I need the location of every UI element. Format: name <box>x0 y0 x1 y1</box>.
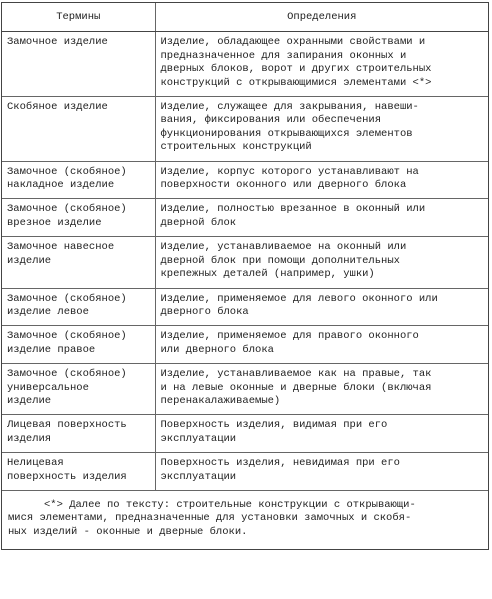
table-row <box>2 97 488 162</box>
term-cell: Замочное (скобяное) изделие правое <box>2 326 155 364</box>
footnote-row <box>2 490 488 549</box>
table-row <box>2 453 488 491</box>
term-cell: Замочное (скобяное) изделие левое <box>2 288 155 326</box>
term-cell: Скобяное изделие <box>2 97 155 162</box>
table-row <box>2 288 488 326</box>
table-row <box>2 32 488 97</box>
table-row <box>2 199 488 237</box>
footnote-cell <box>2 490 488 549</box>
table-row <box>2 237 488 288</box>
definition-cell: Поверхность изделия, невидимая при его эксплуатации <box>155 453 488 491</box>
term-cell: Замочное (скобяное) универсальное изделие <box>2 364 155 415</box>
term-cell: Замочное (скобяное) накладное изделие <box>2 161 155 199</box>
definition-cell: Изделие, корпус которого устанавливают на поверхности оконного или дверного блока <box>155 161 488 199</box>
terms-table <box>2 3 488 549</box>
definition-cell: Изделие, полностью врезанное в оконный или дверной блок <box>155 199 488 237</box>
term-cell: Лицевая поверхность изделия <box>2 415 155 453</box>
term-cell: Замочное (скобяное) врезное изделие <box>2 199 155 237</box>
table-row <box>2 161 488 199</box>
definition-cell: Изделие, устанавливаемое как на правые, так и на левые оконные и дверные блоки (включая перенакалаживаемые) <box>155 364 488 415</box>
header-definitions: Определения <box>155 3 488 32</box>
table-row <box>2 364 488 415</box>
definition-cell: Изделие, применяемое для правого оконного или дверного блока <box>155 326 488 364</box>
term-cell: Замочное изделие <box>2 32 155 97</box>
header-terms: Термины <box>2 3 155 32</box>
table-row <box>2 415 488 453</box>
term-cell: Нелицевая поверхность изделия <box>2 453 155 491</box>
table-header-row <box>2 3 488 32</box>
table-row <box>2 326 488 364</box>
definition-cell: Поверхность изделия, видимая при его эксплуатации <box>155 415 488 453</box>
definition-cell: Изделие, обладающее охранными свойствами и предназначенное для запирания оконных и дверных блоков, ворот и других строительных конструкций с открывающимися элементами <*> <box>155 32 488 97</box>
definition-cell: Изделие, служащее для закрывания, навеши- вания, фиксирования или обеспечения функционирования открывающихся элементов строительных конструкций <box>155 97 488 162</box>
definition-cell: Изделие, применяемое для левого оконного или дверного блока <box>155 288 488 326</box>
term-cell: Замочное навесное изделие <box>2 237 155 288</box>
definition-cell: Изделие, устанавливаемое на оконный или дверной блок при помощи дополнительных крепежных деталей (например, ушки) <box>155 237 488 288</box>
footnote-text: <*> Далее по тексту: строительные конструкции с открывающи- мися элементами, предназначенные для установки замочных и скобя- ных изделий - оконные и дверные блоки. <box>8 498 416 538</box>
terms-table-container <box>1 2 489 550</box>
